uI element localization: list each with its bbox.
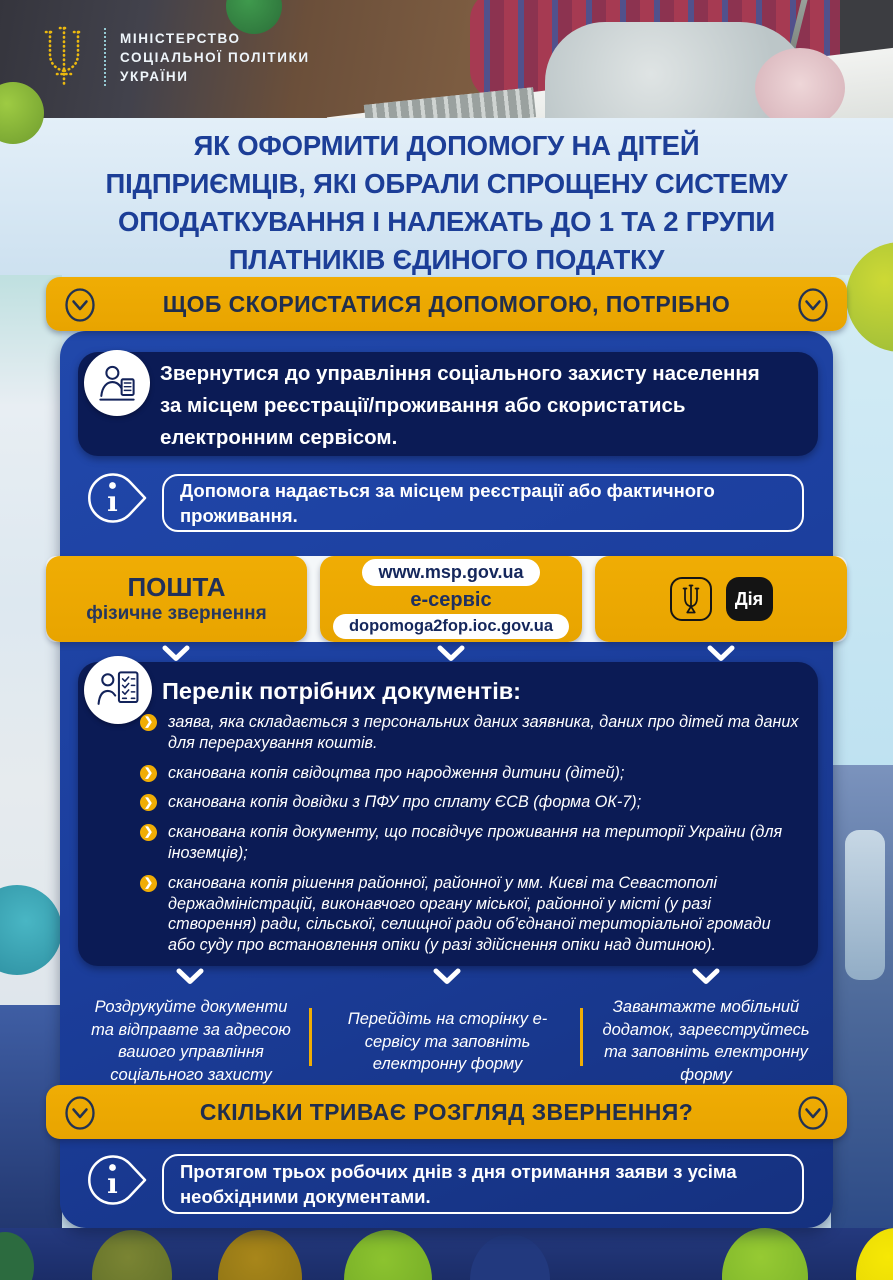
chevron-down-circle-icon bbox=[796, 1094, 830, 1132]
ministry-line: СОЦІАЛЬНОЇ ПОЛІТИКИ bbox=[120, 49, 310, 65]
circle-dark-gold bbox=[218, 1230, 302, 1280]
documents-list bbox=[140, 712, 800, 956]
ministry-line: МІНІСТЕРСТВО bbox=[120, 30, 241, 46]
doc-item-text: заява, яка складається з персональних даних заявника, даних про дітей та даних для перерахування коштів. bbox=[168, 713, 799, 752]
person-checklist-icon bbox=[93, 665, 143, 715]
post-subtitle: фізичне звернення bbox=[86, 603, 267, 624]
note-text: Допомога надається за місцем реєстрації або фактичного проживання. bbox=[180, 480, 715, 526]
doc-item-text: сканована копія довідки з ПФУ про сплату ЄСВ (форма ОК-7); bbox=[168, 793, 642, 812]
banner-label: СКІЛЬКИ ТРИВАЄ РОЗГЛЯД ЗВЕРНЕННЯ? bbox=[199, 1098, 694, 1125]
title-line: ПІДПРИЄМЦІВ, ЯКІ ОБРАЛИ СПРОЩЕНУ СИСТЕМУ bbox=[105, 168, 788, 199]
bottom-strip bbox=[0, 1228, 893, 1280]
page-title bbox=[0, 127, 893, 279]
ministry-line: УКРАЇНИ bbox=[120, 68, 189, 84]
trident-app-icon bbox=[670, 577, 712, 621]
column-divider bbox=[580, 1008, 583, 1066]
svg-text:ı: ı bbox=[107, 1167, 118, 1200]
list-item bbox=[140, 792, 800, 813]
action-post: Роздрукуйте документи та відправте за адресою вашого управління соціального захисту bbox=[91, 998, 291, 1084]
site-url-link[interactable]: www.msp.gov.ua bbox=[362, 559, 539, 586]
down-arrow-icon bbox=[175, 968, 205, 991]
title-line: ОПОДАТКУВАННЯ І НАЛЕЖАТЬ ДО 1 ТА 2 ГРУПИ bbox=[118, 206, 775, 237]
diia-app-badge[interactable]: Дія bbox=[726, 577, 773, 621]
note-box-duration bbox=[162, 1154, 804, 1214]
doc-item-text: сканована копія рішення районної, районної у мм. Києві та Севастополі держадміністрацій, виконавчого органу міської, районної у місті (у разі створення) ради, сільської, селищної ради об’єднаної територіальної громади або суду про встановлення опіки (у разі здійснення опіки над дитиною). bbox=[168, 873, 771, 955]
list-item bbox=[140, 763, 800, 784]
person-at-desk-icon bbox=[93, 359, 141, 407]
step-icon-circle bbox=[84, 350, 150, 416]
documents-heading: Перелік потрібних документів: bbox=[162, 678, 521, 704]
chevron-bullet-icon: ❯ bbox=[140, 794, 157, 811]
down-arrow-icon bbox=[161, 645, 191, 668]
circle-navy bbox=[470, 1234, 550, 1280]
ministry-name bbox=[120, 29, 310, 86]
info-bubble-icon bbox=[84, 1150, 154, 1217]
banner-label: ЩОБ СКОРИСТАТИСЯ ДОПОМОГОЮ, ПОТРІБНО bbox=[162, 290, 731, 317]
step-text: Звернутися до управління соціального захисту населення за місцем реєстрації/проживання або скористатись електронним сервісом. bbox=[160, 362, 760, 449]
title-line: ЯК ОФОРМИТИ ДОПОМОГУ НА ДІТЕЙ bbox=[193, 130, 700, 161]
chevron-bullet-icon: ❯ bbox=[140, 765, 157, 782]
svg-text:ı: ı bbox=[107, 485, 118, 518]
channel-card-diia bbox=[595, 556, 847, 642]
eservice-label: е-сервіс bbox=[410, 589, 492, 611]
chevron-down-circle-icon bbox=[63, 286, 97, 324]
down-arrow-icon bbox=[432, 968, 462, 991]
chevron-bullet-icon: ❯ bbox=[140, 875, 157, 892]
chevron-down-circle-icon bbox=[796, 286, 830, 324]
action-mobile-app: Завантажте мобільний додаток, зареєструйтесь та заповніть електронну форму bbox=[602, 998, 810, 1084]
ministry-logo bbox=[38, 26, 310, 88]
channel-card-eservice bbox=[320, 556, 582, 642]
section-banner-duration bbox=[46, 1085, 847, 1139]
post-title: ПОШТА bbox=[127, 572, 226, 602]
photo-bottle bbox=[845, 830, 885, 980]
down-arrow-icon bbox=[436, 645, 466, 668]
circle-bright-green bbox=[722, 1228, 808, 1280]
channel-card-post bbox=[46, 556, 307, 642]
baby-hat bbox=[755, 48, 845, 118]
trident-logo-icon bbox=[38, 26, 90, 88]
eservice-url-link[interactable]: dopomoga2fop.ioc.gov.ua bbox=[333, 614, 569, 639]
circle-bright-green bbox=[344, 1230, 432, 1280]
laptop-keyboard bbox=[364, 87, 536, 118]
logo-divider bbox=[104, 28, 106, 86]
chevron-bullet-icon: ❯ bbox=[140, 714, 157, 731]
action-eservice: Перейдіть на сторінку е-сервісу та заповніть електронну форму bbox=[347, 1010, 548, 1073]
list-item bbox=[140, 712, 800, 754]
circle-olive bbox=[92, 1230, 172, 1280]
chevron-bullet-icon: ❯ bbox=[140, 824, 157, 841]
down-arrow-icon bbox=[706, 645, 736, 668]
circle-yellow bbox=[856, 1228, 893, 1280]
doc-item-text: сканована копія свідоцтва про народження дитини (дітей); bbox=[168, 763, 625, 782]
doc-item-text: сканована копія документу, що посвідчує проживання на території України (для іноземців); bbox=[168, 823, 783, 862]
section-banner-how-to bbox=[46, 277, 847, 331]
down-arrow-icon bbox=[691, 968, 721, 991]
chevron-down-circle-icon bbox=[63, 1094, 97, 1132]
note-text: Протягом трьох робочих днів з дня отримання заяви з усіма необхідними документами. bbox=[180, 1161, 737, 1207]
title-line: ПЛАТНИКІВ ЄДИНОГО ПОДАТКУ bbox=[228, 244, 665, 275]
list-item bbox=[140, 822, 800, 864]
list-item bbox=[140, 873, 800, 956]
info-bubble-icon bbox=[84, 468, 154, 535]
note-box-registration bbox=[162, 474, 804, 532]
circle-dark-green bbox=[0, 1232, 34, 1280]
column-divider bbox=[309, 1008, 312, 1066]
